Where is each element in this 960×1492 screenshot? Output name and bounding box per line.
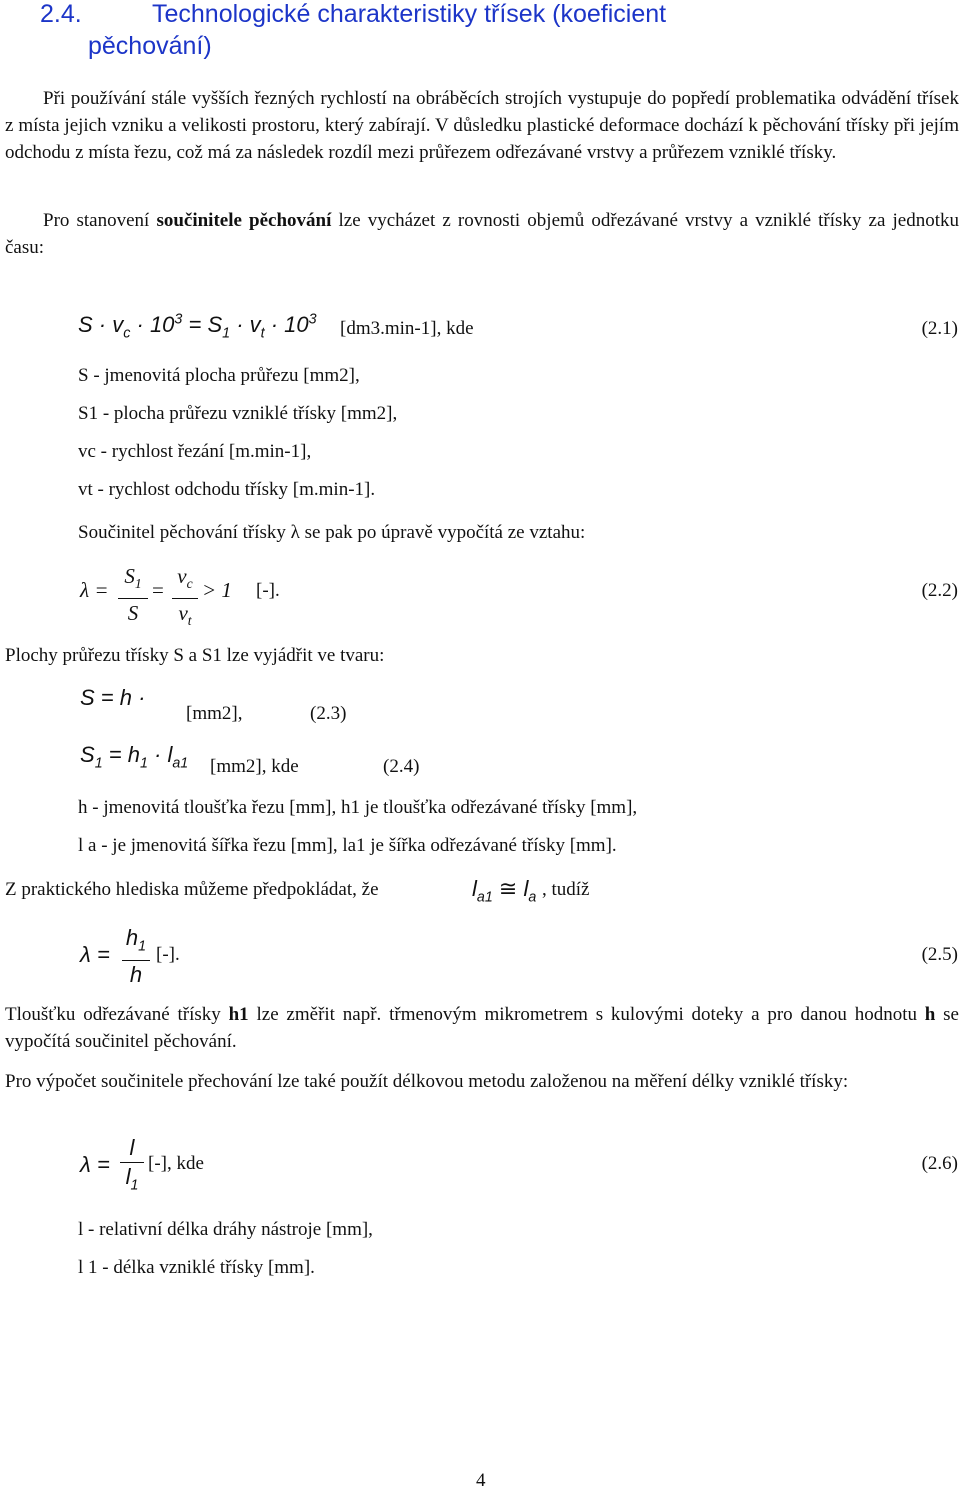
eq1-formula: $S \cdot v_c \cdot 10^3 = S_1 \cdot v_t \cdot 10^3$ bbox=[78, 312, 317, 342]
eq4-unit: [mm2], kde bbox=[210, 756, 299, 777]
eq2-tail: [-]. bbox=[256, 580, 280, 601]
section-title-continued: pěchování) bbox=[88, 32, 212, 60]
eq1-number: (2.1) bbox=[921, 318, 958, 339]
fraction-l-over-l1: l $l_1$ bbox=[120, 1134, 144, 1199]
eq5-tail: [-]. bbox=[156, 944, 180, 965]
eq1-unit: [dm3.min-1], kde bbox=[340, 318, 474, 339]
measurement-paragraph bbox=[5, 1001, 959, 1055]
para2-before: Pro stanovení bbox=[43, 210, 157, 231]
def-S: S - jmenovitá plocha průřezu [mm2], bbox=[78, 365, 360, 386]
intro-paragraph: Při používání stále vyšších řezných rychlostí na obráběcích strojích vystupuje do popředí problematika odvádění třísek z místa jejich vzniku a velikosti prostoru, který zabírají. V důsledku plastické deformace dochází k pěchování třísky při jejím odchodu z místa řezu, což má za následek rozdíl mezi průřezem odřezávané vrstvy a průřezem vzniklé třísky. bbox=[5, 88, 959, 163]
eq4-formula: $S_1 = h_1 \cdot l_{a1}$ bbox=[80, 742, 189, 772]
def-S1: S1 - plocha průřezu vzniklé třísky [mm2], bbox=[78, 403, 398, 424]
assumption-formula: $l_{a1}$ ≅ $l_a$ bbox=[472, 876, 537, 906]
eq6-number: (2.6) bbox=[921, 1153, 958, 1174]
eq3-number: (2.3) bbox=[310, 703, 347, 724]
def-la: l a - je jmenovitá šířka řezu [mm], la1 je šířka odřezávané třísky [mm]. bbox=[78, 835, 617, 856]
eq3-formula: S = h · bbox=[80, 685, 146, 710]
def-l1: l 1 - délka vzniklé třísky [mm]. bbox=[78, 1257, 315, 1278]
eq6-tail: [-], kde bbox=[148, 1153, 204, 1174]
eq2-number: (2.2) bbox=[921, 580, 958, 601]
lambda-symbol: λ = bbox=[80, 578, 109, 602]
eq2-equals: = bbox=[152, 578, 164, 602]
def-l: l - relativní délka dráhy nástroje [mm], bbox=[78, 1219, 373, 1240]
section-number: 2.4. bbox=[40, 0, 82, 28]
eq4-number: (2.4) bbox=[383, 756, 420, 777]
para6-t1: Tloušťku odřezávané třísky bbox=[5, 1004, 229, 1025]
para6-t3: se vypočítá součinitel pěchování. bbox=[5, 1004, 959, 1052]
assumption-after: , tudíž bbox=[542, 879, 590, 900]
fraction-S1-over-S: $S_1$ S bbox=[118, 562, 148, 627]
fraction-h1-over-h: $h_1$ h bbox=[122, 924, 150, 989]
def-vt: vt - rychlost odchodu třísky [m.min-1]. bbox=[78, 479, 376, 500]
eq5-number: (2.5) bbox=[921, 944, 958, 965]
equation-2-1 bbox=[78, 312, 317, 342]
eq2-greater-than: > 1 bbox=[202, 578, 232, 602]
cross-section-paragraph: Plochy průřezu třísky S a S1 lze vyjádřit ve tvaru: bbox=[5, 645, 385, 666]
page-number: 4 bbox=[476, 1470, 486, 1491]
section-title: Technologické charakteristiky třísek (koeficient bbox=[152, 0, 667, 28]
definition-paragraph bbox=[5, 207, 959, 261]
fraction-vc-over-vt: $v_c$ $v_t$ bbox=[172, 562, 198, 635]
def-h: h - jmenovitá tloušťka řezu [mm], h1 je tloušťka odřezávané třísky [mm], bbox=[78, 797, 638, 818]
assumption-before: Z praktického hlediska můžeme předpokládat, že bbox=[5, 879, 379, 900]
para2-after: lze vycházet z rovnosti objemů odřezávané vrstvy a vzniklé třísky za jednotku času: bbox=[5, 210, 959, 258]
def-vc: vc - rychlost řezání [m.min-1], bbox=[78, 441, 312, 462]
para6-b2: h bbox=[924, 1004, 936, 1025]
para6-t2: lze změřit např. třmenovým mikrometrem s kulovými doteky a pro danou hodnotu bbox=[248, 1004, 925, 1025]
para6-b1: h1 bbox=[228, 1004, 249, 1025]
eq3-unit: [mm2], bbox=[186, 703, 243, 724]
eq6-lambda: λ = bbox=[80, 1152, 110, 1177]
length-method-paragraph: Pro výpočet součinitele přechování lze také použít délkovou metodu založenou na měření délky vzniklé třísky: bbox=[5, 1071, 849, 1092]
lambda-paragraph: Součinitel pěchování třísky λ se pak po úpravě vypočítá ze vztahu: bbox=[78, 522, 586, 543]
eq5-lambda: λ = bbox=[80, 942, 110, 967]
term-bold: součinitele pěchování bbox=[156, 210, 332, 231]
